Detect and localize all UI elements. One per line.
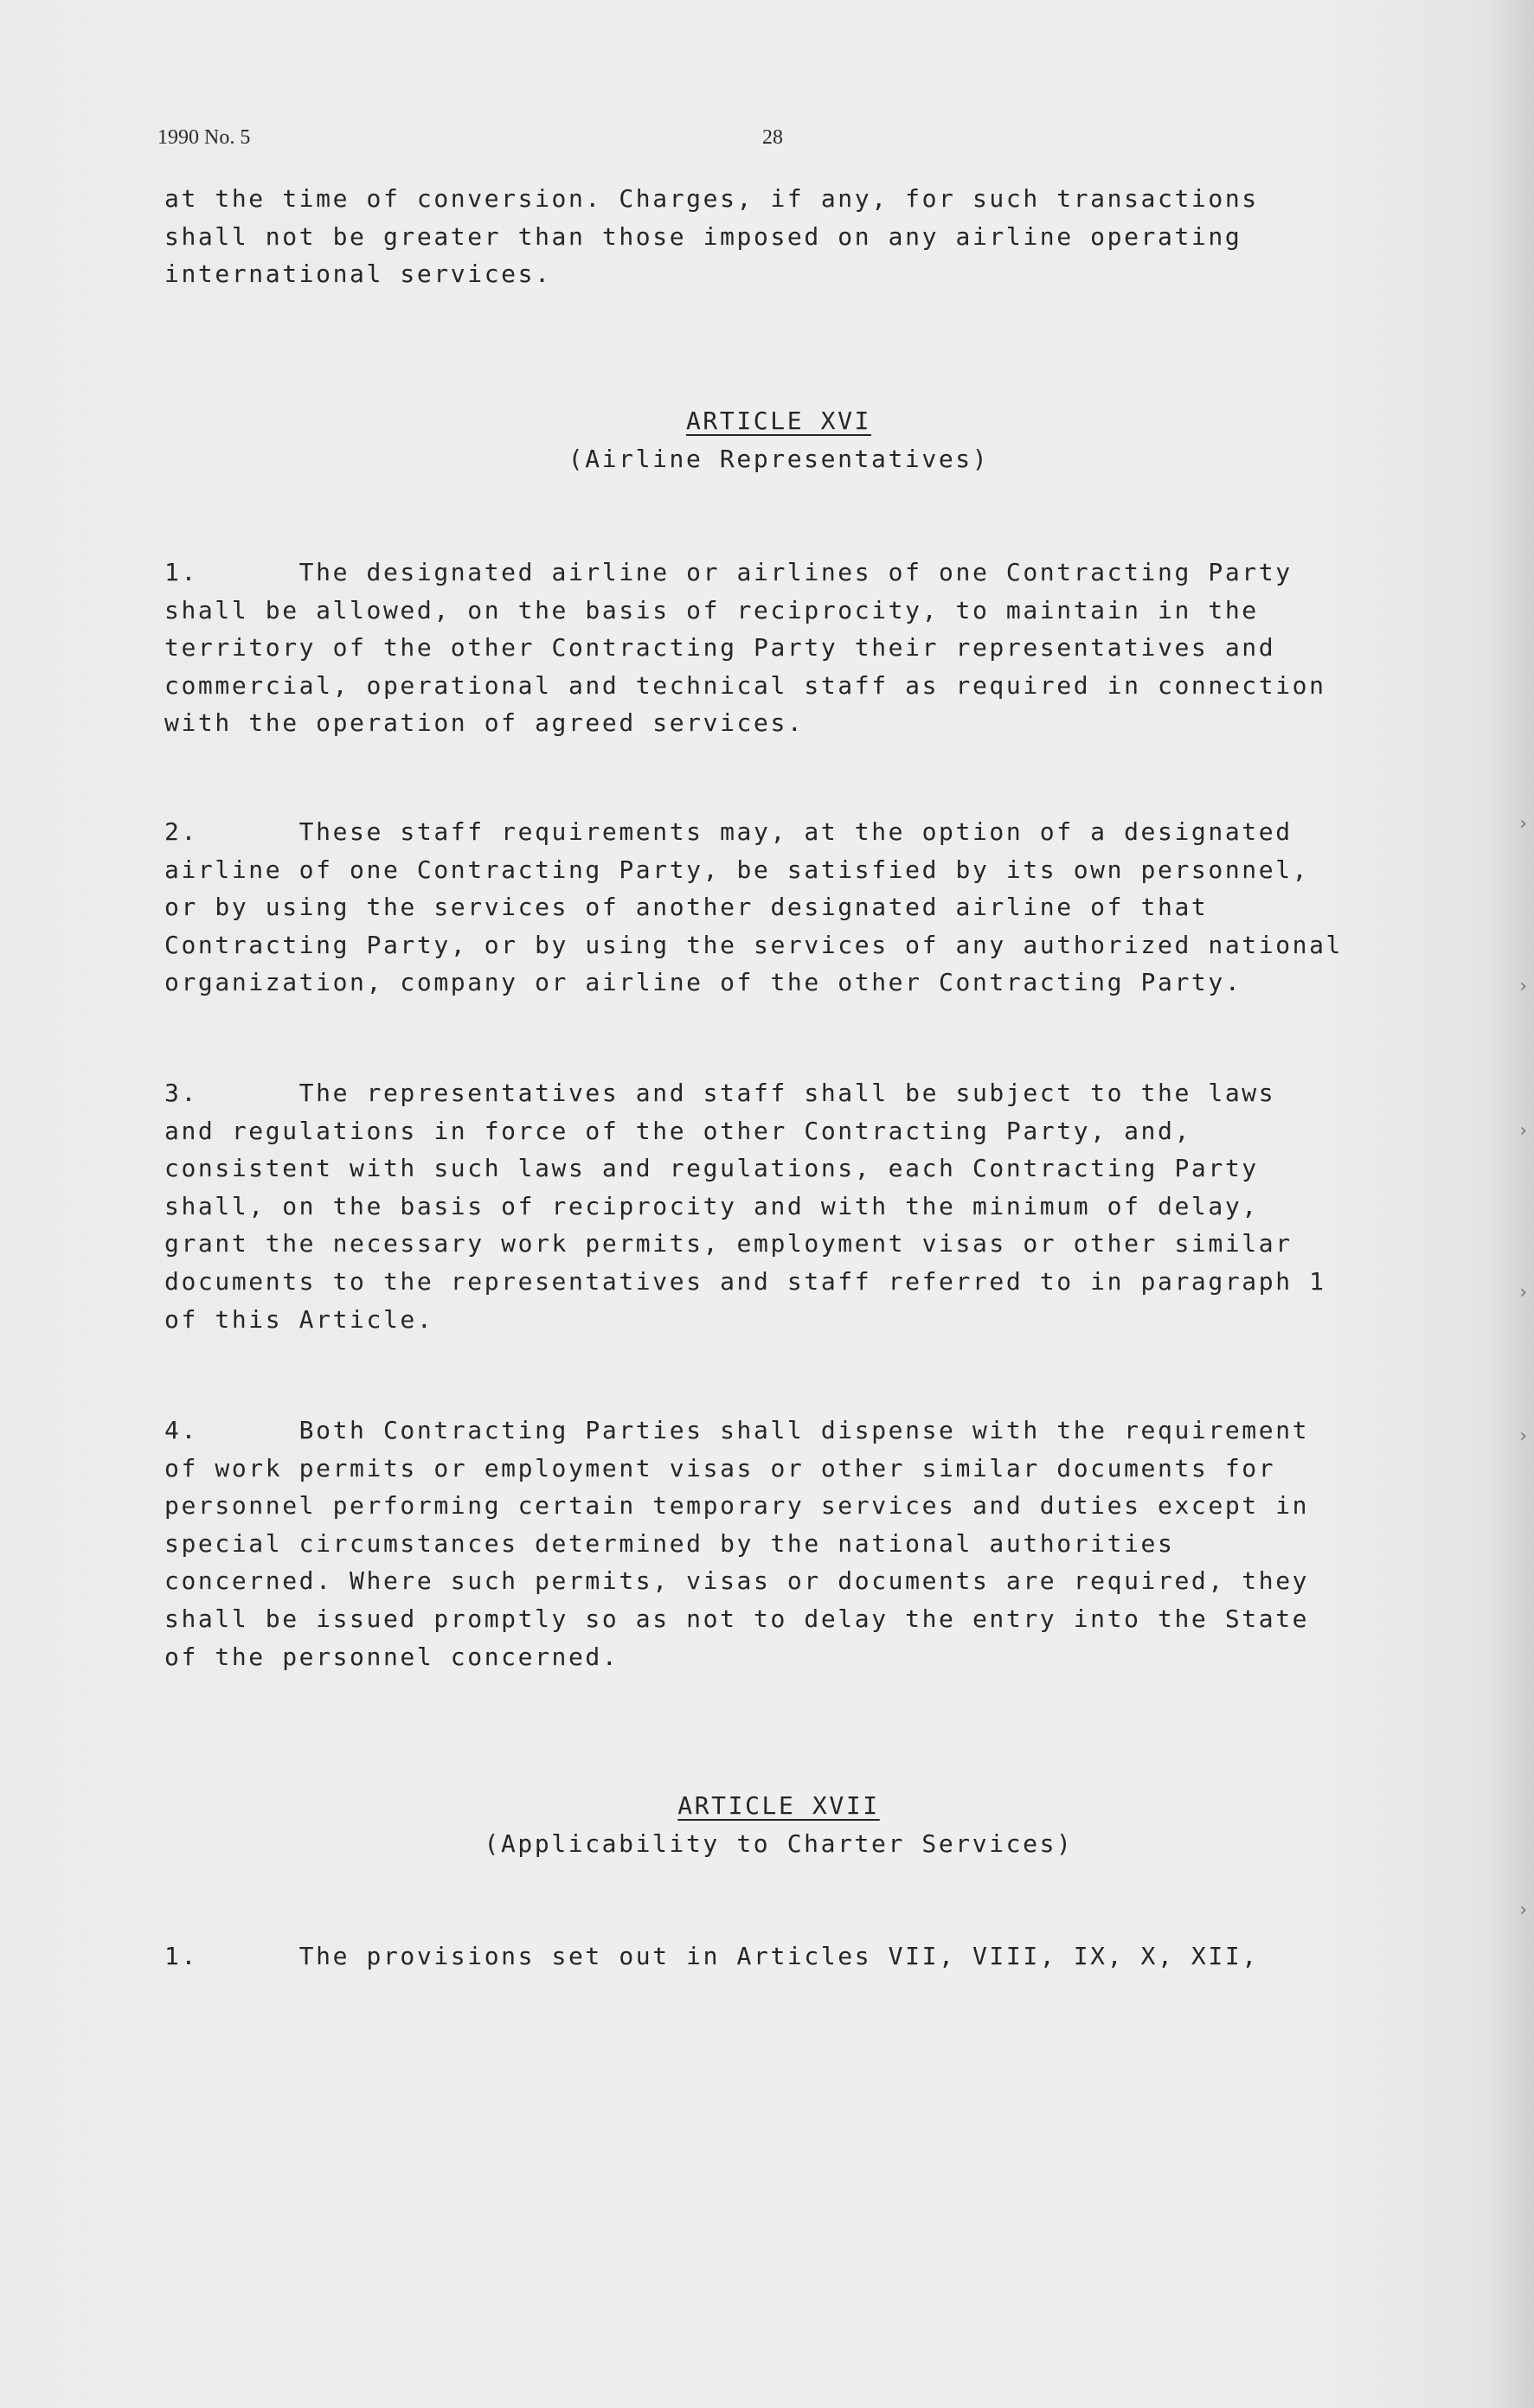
text-line: with the operation of agreed services. bbox=[164, 708, 805, 738]
header-issue: 1990 No. 5 bbox=[157, 126, 251, 149]
carryover-paragraph bbox=[164, 180, 1410, 293]
text-line: shall not be greater than those imposed on any airline operating bbox=[164, 221, 1242, 251]
paragraph-4 bbox=[164, 1412, 1410, 1675]
text-line: special circumstances determined by the national authorities bbox=[164, 1528, 1175, 1558]
text-line: 4. Both Contracting Parties shall dispense with the requirement bbox=[164, 1416, 1310, 1444]
text-line: organization, company or airline of the other Contracting Party. bbox=[164, 968, 1242, 997]
text-line: grant the necessary work permits, employment visas or other similar bbox=[164, 1229, 1293, 1258]
text-line: airline of one Contracting Party, be satisfied by its own personnel, bbox=[164, 855, 1310, 884]
article-title: ARTICLE XVII bbox=[677, 1791, 880, 1820]
paragraph-1 bbox=[164, 1937, 1410, 1976]
text-line: 1. The provisions set out in Articles VII, VIII, IX, X, XII, bbox=[164, 1942, 1259, 1970]
margin-mark: › bbox=[1519, 813, 1527, 835]
margin-mark: › bbox=[1519, 976, 1527, 997]
article-xvi-heading bbox=[0, 402, 1534, 477]
text-line: of work permits or employment visas or other similar documents for bbox=[164, 1453, 1276, 1483]
article-subtitle: (Airline Representatives) bbox=[568, 444, 990, 473]
text-line: international services. bbox=[164, 259, 552, 289]
header-page-number: 28 bbox=[762, 126, 783, 149]
text-line: 2. These staff requirements may, at the option of a designated bbox=[164, 817, 1293, 846]
margin-mark: › bbox=[1519, 1120, 1527, 1142]
text-line: Contracting Party, or by using the services of any authorized national bbox=[164, 930, 1344, 959]
paragraph-3 bbox=[164, 1074, 1410, 1338]
text-line: or by using the services of another designated airline of that bbox=[164, 893, 1209, 922]
text-line: documents to the representatives and staff referred to in paragraph 1 bbox=[164, 1266, 1326, 1296]
text-line: territory of the other Contracting Party their representatives and bbox=[164, 633, 1276, 663]
margin-mark: › bbox=[1519, 1425, 1527, 1447]
text-line: of this Article. bbox=[164, 1304, 434, 1334]
text-line: personnel performing certain temporary services and duties except in bbox=[164, 1491, 1310, 1521]
text-line: shall, on the basis of reciprocity and with the minimum of delay, bbox=[164, 1191, 1259, 1220]
article-title: ARTICLE XVI bbox=[685, 407, 872, 435]
text-line: at the time of conversion. Charges, if any, for such transactions bbox=[164, 184, 1259, 213]
text-line: of the personnel concerned. bbox=[164, 1642, 619, 1671]
text-line: consistent with such laws and regulations, each Contracting Party bbox=[164, 1154, 1259, 1183]
margin-mark: › bbox=[1519, 1899, 1527, 1921]
text-line: concerned. Where such permits, visas or documents are required, they bbox=[164, 1566, 1310, 1596]
paragraph-2 bbox=[164, 813, 1410, 1002]
text-line: shall be allowed, on the basis of reciprocity, to maintain in the bbox=[164, 595, 1259, 624]
text-line: commercial, operational and technical staff as required in connection bbox=[164, 670, 1326, 700]
text-line: and regulations in force of the other Contracting Party, and, bbox=[164, 1116, 1191, 1145]
paragraph-1 bbox=[164, 554, 1410, 742]
text-line: 1. The designated airline or airlines of one Contracting Party bbox=[164, 558, 1293, 586]
text-line: 3. The representatives and staff shall be subject to the laws bbox=[164, 1079, 1276, 1107]
margin-mark: › bbox=[1519, 1282, 1527, 1303]
article-subtitle: (Applicability to Charter Services) bbox=[484, 1828, 1074, 1858]
text-line: shall be issued promptly so as not to delay the entry into the State bbox=[164, 1604, 1310, 1633]
article-xvii-heading bbox=[0, 1787, 1534, 1862]
